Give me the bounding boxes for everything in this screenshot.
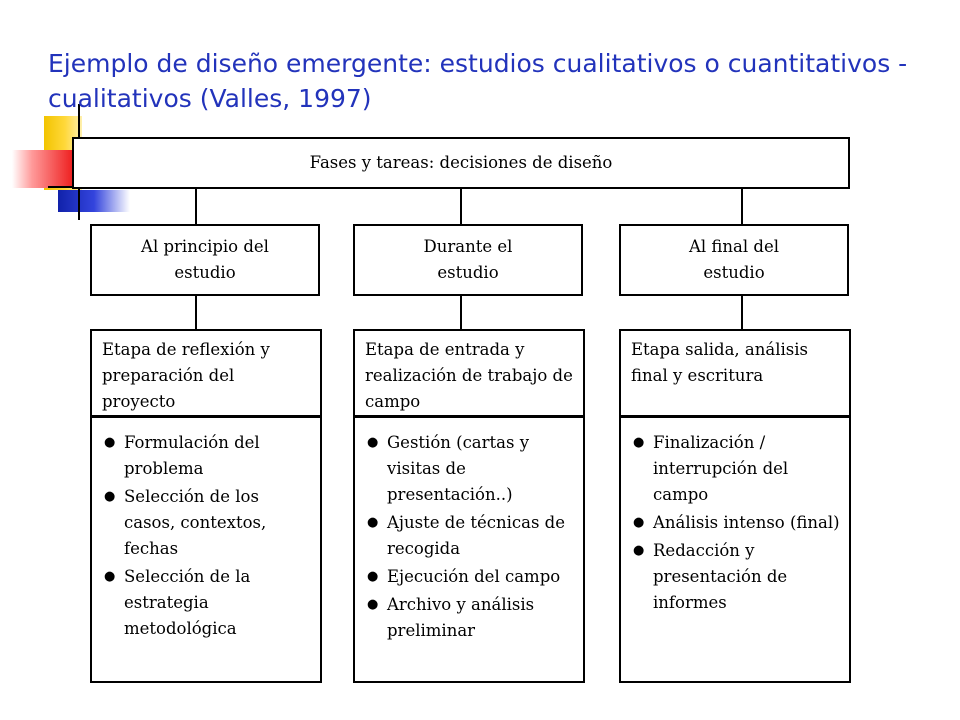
phase-box-during bbox=[353, 224, 583, 296]
connector-phase-stage-col1 bbox=[195, 296, 197, 329]
phase-label: Durante el estudio bbox=[423, 237, 513, 282]
connector-root-col2 bbox=[460, 189, 462, 224]
stage-box-during bbox=[353, 329, 585, 417]
phase-box-end bbox=[619, 224, 849, 296]
phase-box-start bbox=[90, 224, 320, 296]
task-item: ● Redacción y presentación de informes bbox=[631, 538, 843, 616]
connector-root-col1 bbox=[195, 189, 197, 224]
task-item: ● Ejecución del campo bbox=[365, 564, 577, 590]
connector-root-col3 bbox=[741, 189, 743, 224]
tasks-box-start bbox=[90, 416, 322, 683]
connector-phase-stage-col3 bbox=[741, 296, 743, 329]
stage-box-start bbox=[90, 329, 322, 417]
stage-label: Etapa salida, análisis final y escritura bbox=[631, 340, 808, 385]
task-item: ● Análisis intenso (final) bbox=[631, 510, 843, 536]
task-item: ● Finalización / interrupción del campo bbox=[631, 430, 843, 508]
slide-title: Ejemplo de diseño emergente: estudios cualitativos o cuantitativos - cualitativos (Valles, 1997) bbox=[48, 49, 908, 113]
task-list bbox=[365, 430, 577, 644]
task-list bbox=[631, 430, 843, 616]
connector-phase-stage-col2 bbox=[460, 296, 462, 329]
stage-label: Etapa de entrada y realización de trabajo de campo bbox=[365, 340, 573, 411]
task-item: ● Ajuste de técnicas de recogida bbox=[365, 510, 577, 562]
decor-blue-block bbox=[58, 190, 130, 212]
task-list bbox=[102, 430, 314, 642]
root-box bbox=[72, 137, 850, 189]
task-item: ● Formulación del problema bbox=[102, 430, 314, 482]
tasks-box-end bbox=[619, 416, 851, 683]
task-item: ● Archivo y análisis preliminar bbox=[365, 592, 577, 644]
task-item: ● Selección de la estrategia metodológica bbox=[102, 564, 314, 642]
phase-label: Al principio del estudio bbox=[141, 237, 269, 282]
task-item: ● Selección de los casos, contextos, fechas bbox=[102, 484, 314, 562]
stage-box-end bbox=[619, 329, 851, 417]
phase-label: Al final del estudio bbox=[688, 237, 780, 282]
root-label: Fases y tareas: decisiones de diseño bbox=[309, 153, 613, 172]
task-item: ● Gestión (cartas y visitas de presentación..) bbox=[365, 430, 577, 508]
tasks-box-during bbox=[353, 416, 585, 683]
stage-label: Etapa de reflexión y preparación del proyecto bbox=[102, 340, 270, 411]
